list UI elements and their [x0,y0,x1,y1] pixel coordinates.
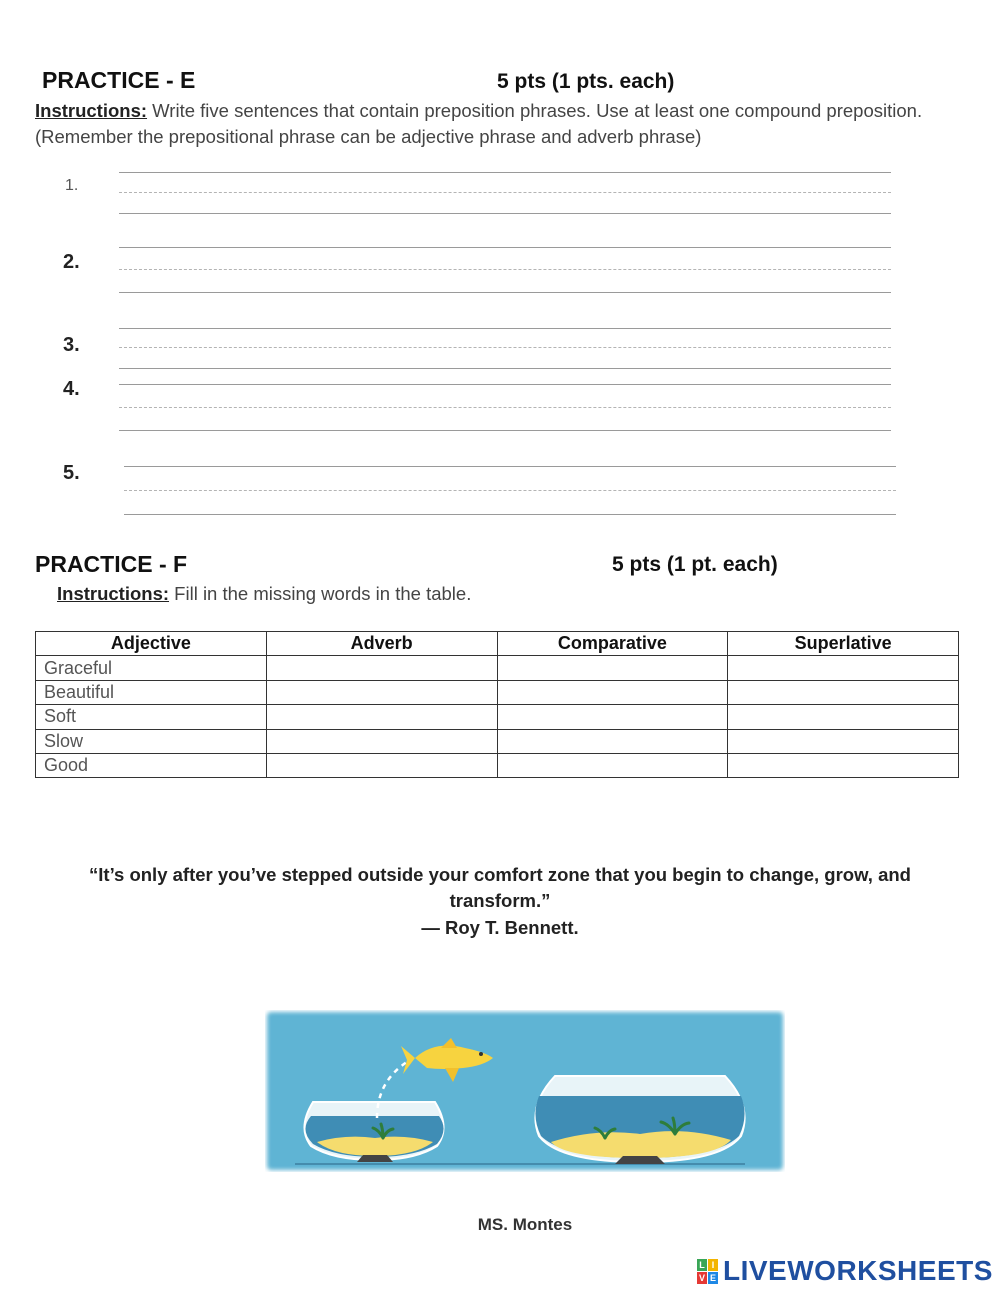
adverb-answer-cell[interactable] [266,753,497,777]
adjective-cell: Beautiful [36,680,267,704]
liveworksheets-logo [697,1255,997,1287]
superlative-answer-cell[interactable] [728,705,959,729]
answer-field-3[interactable] [119,326,891,372]
practice-f-instructions [57,581,471,607]
comparative-answer-cell[interactable] [497,705,728,729]
table-row [36,753,959,777]
answer-field-4[interactable] [119,382,891,434]
header-adjective: Adjective [36,632,267,656]
practice-e-points: 5 pts (1 pts. each) [497,70,675,93]
sentence-number-5: 5. [63,462,80,484]
header-adverb: Adverb [266,632,497,656]
table-header-row [36,632,959,656]
adverb-answer-cell[interactable] [266,680,497,704]
adverb-answer-cell[interactable] [266,729,497,753]
fishbowl-illustration [265,1010,785,1172]
superlative-answer-cell[interactable] [728,753,959,777]
sentence-number-4: 4. [63,378,80,400]
quote-text: “It’s only after you’ve stepped outside your comfort zone that you begin to change, grow, and transform.” [89,864,911,911]
adjective-cell: Slow [36,729,267,753]
sentence-number-3: 3. [63,334,80,356]
table-row [36,680,959,704]
instructions-text: Write five sentences that contain preposition phrases. Use at least one compound preposition. (Remember the prepositional phrase can be adjective phrase and adverb phrase) [35,100,923,147]
answer-field-2[interactable] [119,245,891,295]
table-row [36,656,959,680]
superlative-answer-cell[interactable] [728,680,959,704]
table-row [36,705,959,729]
comparative-answer-cell[interactable] [497,656,728,680]
sentence-number-1: 1. [65,177,79,194]
table-row [36,729,959,753]
adjective-cell: Good [36,753,267,777]
header-superlative: Superlative [728,632,959,656]
sentence-number-2: 2. [63,251,80,273]
practice-e-title: PRACTICE - E [42,67,196,93]
superlative-answer-cell[interactable] [728,656,959,680]
header-comparative: Comparative [497,632,728,656]
comparative-answer-cell[interactable] [497,753,728,777]
quote-attribution: ― Roy T. Bennett. [421,917,579,938]
adverb-answer-cell[interactable] [266,656,497,680]
practice-e-instructions [35,98,965,150]
instructions-label: Instructions: [35,100,148,121]
adjective-cell: Soft [36,705,267,729]
practice-f-title: PRACTICE - F [35,551,188,577]
instructions-text: Fill in the missing words in the table. [169,583,472,604]
teacher-name: MS. Montes [477,1215,573,1234]
instructions-label: Instructions: [57,583,170,604]
fish-jumping-bowl-image [265,1010,785,1172]
comparative-answer-cell[interactable] [497,729,728,753]
adjective-cell: Graceful [36,656,267,680]
adverb-answer-cell[interactable] [266,705,497,729]
comparative-answer-cell[interactable] [497,680,728,704]
practice-f-points: 5 pts (1 pt. each) [612,553,778,576]
answer-field-5[interactable] [124,464,896,518]
logo-text: LIVEWORKSHEETS [723,1255,993,1286]
answer-field-1[interactable] [119,170,891,218]
logo-blocks-icon: L I V E [698,1260,716,1283]
word-forms-table [35,631,959,778]
superlative-answer-cell[interactable] [728,729,959,753]
